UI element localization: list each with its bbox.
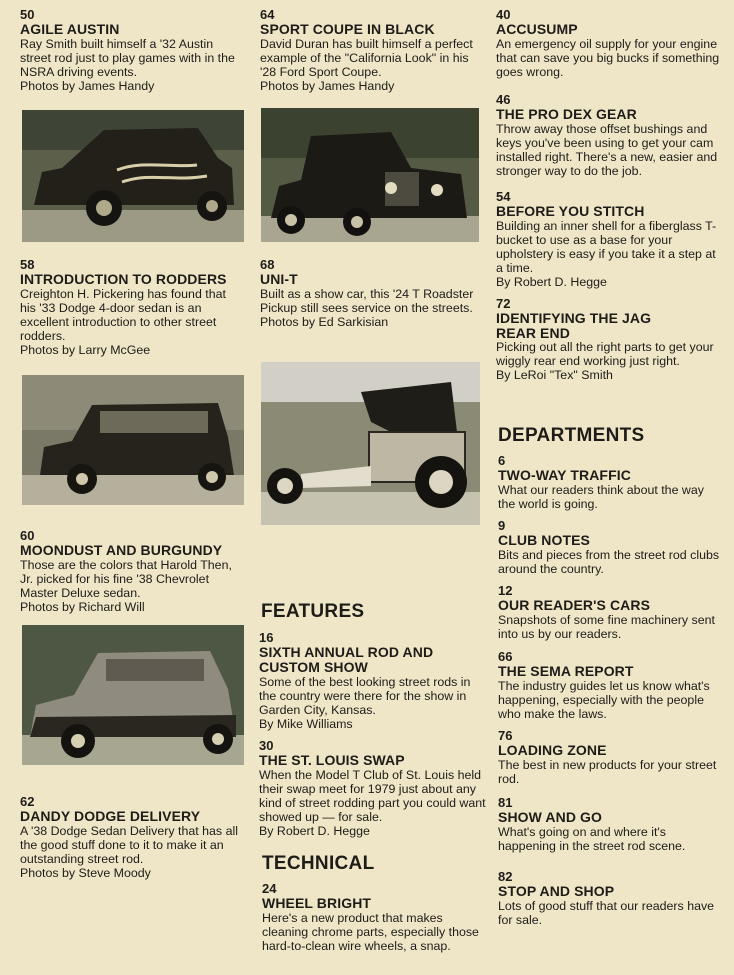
page-number: 62: [20, 794, 35, 809]
page-number: 81: [498, 795, 513, 810]
department-entry[interactable]: [498, 650, 724, 721]
article-byline: Photos by Steve Moody: [20, 866, 151, 880]
article-entry[interactable]: [496, 297, 656, 341]
article-description: A '38 Dodge Sedan Delivery that has all the good stuff done to it to make it an outstanding street rod.: [20, 824, 238, 866]
department-title: SHOW AND GO: [498, 809, 603, 825]
departments-heading: DEPARTMENTS: [498, 425, 645, 446]
page-number: 64: [260, 7, 275, 22]
article-title: THE PRO DEX GEAR: [496, 106, 637, 122]
article-entry[interactable]: [262, 882, 487, 953]
article-title: MOONDUST AND BURGUNDY: [20, 542, 223, 558]
article-description: David Duran has built himself a perfect example of the "California Look" in his '28 Ford Sport Coupe.: [260, 37, 473, 79]
page-number: 24: [262, 881, 277, 896]
department-description: Lots of good stuff that our readers have for sale.: [498, 899, 715, 927]
department-entry[interactable]: [498, 584, 724, 641]
department-description: Snapshots of some fine machinery sent into us by our readers.: [498, 613, 715, 641]
article-entry[interactable]: [260, 8, 485, 93]
article-byline: Photos by Richard Will: [20, 600, 145, 614]
article-description: Building an inner shell for a fiberglass T-bucket to use as a base for your upholstery is easy if you take it a step at a time.: [496, 219, 717, 275]
article-entry[interactable]: [496, 190, 724, 289]
article-title: UNI-T: [260, 271, 298, 287]
department-title: OUR READER'S CARS: [498, 597, 651, 613]
article-title: DANDY DODGE DELIVERY: [20, 808, 201, 824]
article-entry[interactable]: [20, 529, 245, 614]
department-title: CLUB NOTES: [498, 532, 590, 548]
photo-ford-sport-coupe: [261, 108, 479, 242]
article-entry[interactable]: [259, 739, 487, 838]
page-number: 9: [498, 518, 506, 533]
page-number: 82: [498, 869, 513, 884]
page-number: 68: [260, 257, 275, 272]
department-entry[interactable]: [498, 870, 724, 927]
article-entry[interactable]: [20, 258, 245, 357]
article-description: An emergency oil supply for your engine that can save you big bucks if something goes wrong.: [496, 37, 720, 79]
article-description: Ray Smith built himself a '32 Austin street rod just to play games with in the NSRA driving events.: [20, 37, 235, 79]
department-title: TWO-WAY TRAFFIC: [498, 467, 631, 483]
article-entry[interactable]: [496, 8, 724, 79]
article-byline: By Robert D. Hegge: [496, 275, 607, 289]
article-title: THE ST. LOUIS SWAP: [259, 752, 405, 768]
article-title: INTRODUCTION TO RODDERS: [20, 271, 227, 287]
department-title: LOADING ZONE: [498, 742, 607, 758]
article-byline: Photos by James Handy: [20, 79, 155, 93]
article-entry[interactable]: [260, 258, 485, 329]
article-entry[interactable]: [20, 8, 245, 93]
article-byline: By Robert D. Hegge: [259, 824, 370, 838]
article-byline: Photos by James Handy: [260, 79, 395, 93]
article-title: IDENTIFYING THE JAG REAR END: [496, 310, 652, 341]
article-byline: Photos by Larry McGee: [20, 343, 151, 357]
page-number: 72: [496, 296, 511, 311]
article-title: SPORT COUPE IN BLACK: [260, 21, 435, 37]
article-title: SIXTH ANNUAL ROD AND CUSTOM SHOW: [259, 644, 434, 675]
page-number: 66: [498, 649, 513, 664]
page-number: 46: [496, 92, 511, 107]
article-description: Here's a new product that makes cleaning chrome parts, especially those hard-to-clean wire wheels, a snap.: [262, 911, 479, 953]
department-title: STOP AND SHOP: [498, 883, 615, 899]
article-byline: Photos by Ed Sarkisian: [260, 315, 389, 329]
department-entry[interactable]: [498, 796, 724, 853]
department-description: The industry guides let us know what's happening, especially with the people who make the laws.: [498, 679, 710, 721]
article-description: Some of the best looking street rods in the country were there for the show in Garden City, Kansas.: [259, 675, 471, 717]
page-number: 58: [20, 257, 35, 272]
department-description: The best in new products for your street rod.: [498, 758, 717, 786]
page-number: 50: [20, 7, 35, 22]
article-title: WHEEL BRIGHT: [262, 895, 372, 911]
features-heading: FEATURES: [261, 601, 365, 622]
page-number: 60: [20, 528, 35, 543]
page-number: 16: [259, 630, 274, 645]
department-title: THE SEMA REPORT: [498, 663, 634, 679]
page-number: 30: [259, 738, 274, 753]
article-title: AGILE AUSTIN: [20, 21, 120, 37]
article-entry[interactable]: [20, 795, 245, 880]
department-description: What's going on and where it's happening in the street rod scene.: [498, 825, 686, 853]
article-byline: By Mike Williams: [259, 717, 353, 731]
article-description: Throw away those offset bushings and keys you've been using to get your cam installed right. There's a new, easier and stronger way to do the job.: [496, 122, 718, 178]
page-number: 76: [498, 728, 513, 743]
technical-heading: TECHNICAL: [262, 853, 375, 874]
department-description: Bits and pieces from the street rod clubs around the country.: [498, 548, 720, 576]
article-description: Picking out all the right parts to get your wiggly rear end working just right. By LeRoi "Tex" Smith: [496, 340, 724, 382]
photo-chevrolet-sedan: [22, 625, 244, 765]
page-number: 6: [498, 453, 506, 468]
department-entry[interactable]: [498, 519, 724, 576]
photo-t-roadster-pickup: [261, 362, 480, 525]
department-entry[interactable]: [498, 454, 724, 511]
article-byline: By LeRoi "Tex" Smith: [496, 368, 613, 382]
article-entry[interactable]: [259, 631, 487, 731]
department-description: What our readers think about the way the world is going.: [498, 483, 704, 511]
photo-austin-coupe: [22, 110, 244, 242]
page-number: 40: [496, 7, 511, 22]
article-description: When the Model T Club of St. Louis held their swap meet for 1979 just about any kind of street rodding part you could want showed up — for sale.: [259, 768, 486, 824]
article-title: BEFORE YOU STITCH: [496, 203, 645, 219]
department-entry[interactable]: [498, 729, 724, 786]
article-description: Creighton H. Pickering has found that his '33 Dodge 4-door sedan is an excellent introduction to other street rodders.: [20, 287, 226, 343]
page-number: 54: [496, 189, 511, 204]
photo-dodge-sedan: [22, 375, 244, 505]
article-description: Those are the colors that Harold Then, Jr. picked for his fine '38 Chevrolet Master Deluxe sedan.: [20, 558, 232, 600]
article-title: ACCUSUMP: [496, 21, 578, 37]
article-entry[interactable]: [496, 93, 724, 178]
page-number: 12: [498, 583, 513, 598]
article-description: Built as a show car, this '24 T Roadster Pickup still sees service on the streets.: [260, 287, 474, 315]
